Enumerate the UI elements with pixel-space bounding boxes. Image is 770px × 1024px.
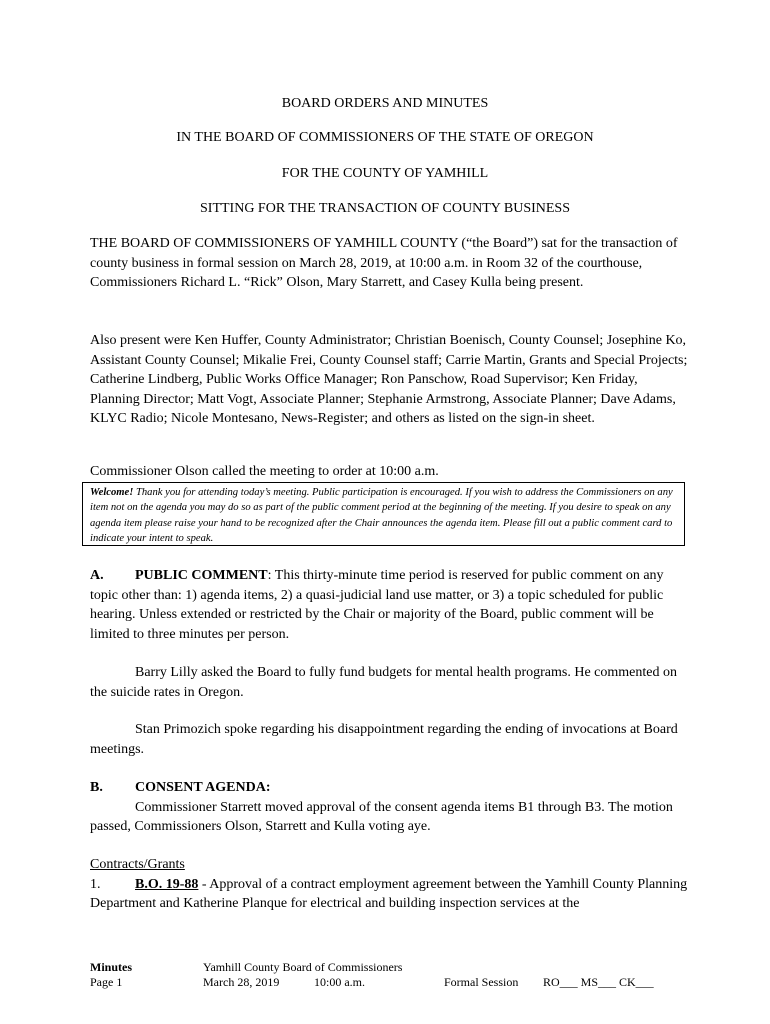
section-a-letter: A. xyxy=(90,568,104,583)
welcome-label: Welcome! xyxy=(90,487,134,498)
consent-motion: Commissioner Starrett moved approval of the consent agenda items B1 through B3. The motion passed, Commissioners Olson, Starrett and Kulla voting aye. xyxy=(90,799,673,834)
footer-page-number: Page 1 xyxy=(90,975,123,989)
public-comment-lilly: Barry Lilly asked the Board to fully fund budgets for mental health programs. He commented on the suicide rates in Oregon. xyxy=(90,665,677,700)
intro-paragraph: THE BOARD OF COMMISSIONERS OF YAMHILL COUNTY (“the Board”) sat for the transaction of county business in formal session on March 28, 2019, at 10:00 a.m. in Room 32 of the courthouse, Commissioners Richard L. “Rick” Olson, Mary Starrett, and Casey Kulla being present. xyxy=(90,236,678,290)
item-description: - Approval of a contract employment agreement between the Yamhill County Planning Department and Katherine Planque for electrical and building inspection services at the xyxy=(90,876,688,911)
section-b-letter: B. xyxy=(90,780,103,795)
section-b-title: CONSENT AGENDA: xyxy=(135,780,271,795)
call-to-order: Commissioner Olson called the meeting to order at 10:00 a.m. xyxy=(90,464,439,479)
attendance-paragraph: Also present were Ken Huffer, County Administrator; Christian Boenisch, County Counsel; Josephine Ko, Assistant County Counsel; Mikalie Frei, County Counsel staff; Carrie Martin, Grants and Special Projects; Catherine Lindberg, Public Works Office Manager; Ron Panschow, Road Supervisor; Ken Friday, Planning Director; Matt Vogt, Associate Planner; Stephanie Armstrong, Associate Planner; Dave Adams, KLYC Radio; Nicole Montesano, News-Register; and others as listed on the sign-in sheet. xyxy=(90,333,688,426)
welcome-notice-box xyxy=(82,482,685,546)
section-a-title: PUBLIC COMMENT xyxy=(135,568,268,583)
section-a xyxy=(90,566,690,644)
section-b xyxy=(90,778,690,837)
header-board: IN THE BOARD OF COMMISSIONERS OF THE STATE OF OREGON xyxy=(176,130,594,145)
item-number: 1. xyxy=(90,876,101,892)
contracts-subheading: Contracts/Grants xyxy=(90,857,185,872)
section-a-text: : This thirty-minute time period is reserved for public comment on any topic other than: 1) agenda items, 2) a quasi-judicial land use matter, or 3) a topic scheduled for public hearing. Unless extended or restricted by the Chair or majority of the Board, public comment will be limited to three minutes per person. xyxy=(90,568,664,642)
footer-date: March 28, 2019 xyxy=(203,975,280,989)
footer-time: 10:00 a.m. xyxy=(314,975,365,989)
public-comment-primozich: Stan Primozich spoke regarding his disappointment regarding the ending of invocations at Board meetings. xyxy=(90,722,678,757)
footer-minutes-label: Minutes xyxy=(90,960,132,974)
header-county: FOR THE COUNTY OF YAMHILL xyxy=(281,166,489,181)
footer-session: Formal Session xyxy=(444,975,519,989)
footer-initials: RO___ MS___ CK___ xyxy=(543,975,654,989)
contract-item-1 xyxy=(90,875,690,914)
welcome-text: Thank you for attending today’s meeting. Public participation is encouraged. If you wish to address the Commissioners on any item not on the agenda you may do so as part of the public comment period at the beginning of the meeting. If you desire to speak on any agenda item please raise your hand to be recognized after the Chair announces the agenda item. Please fill out a public comment card to indicate your intent to speak. xyxy=(90,487,673,545)
header-sitting: SITTING FOR THE TRANSACTION OF COUNTY BUSINESS xyxy=(200,201,570,216)
board-order-number: B.O. 19-88 xyxy=(135,876,199,892)
footer-board-name: Yamhill County Board of Commissioners xyxy=(203,960,403,974)
contracts-section xyxy=(90,855,690,914)
header-title: BOARD ORDERS AND MINUTES xyxy=(281,96,489,111)
